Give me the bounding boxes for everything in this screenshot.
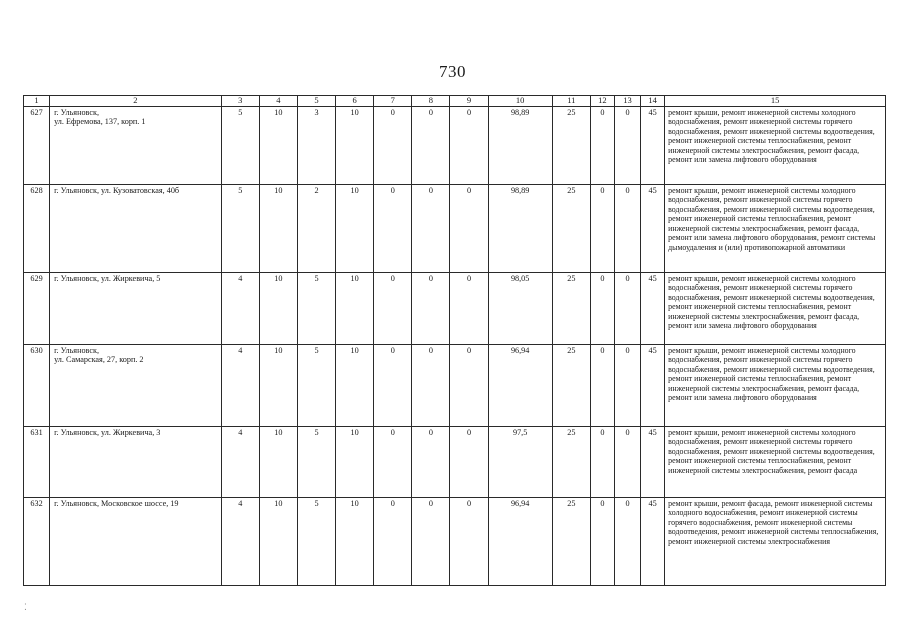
value-cell-c5: 5 xyxy=(297,272,335,344)
works-cell: ремонт крыши, ремонт инженерной системы холодного водоснабжения, ремонт инженерной системы горячего водоснабжения, ремонт инженерной системы водоотведения, ремонт инженерной системы теплоснабжения, ремонт инженерной системы электроснабжения, ремонт фасада, ремонт или замена лифтового оборудования xyxy=(665,272,886,344)
value-cell-c7: 0 xyxy=(374,272,412,344)
value-cell-c7: 0 xyxy=(374,426,412,497)
value-cell-c8: 0 xyxy=(412,106,450,184)
value-cell-c5: 5 xyxy=(297,426,335,497)
header-cell: 15 xyxy=(665,96,886,107)
value-cell-c10: 96,94 xyxy=(488,497,552,585)
address-line: ул. Самарская, 27, корп. 2 xyxy=(54,355,144,365)
address-cell xyxy=(50,497,222,585)
value-cell-c3: 4 xyxy=(221,497,259,585)
value-cell-c6: 10 xyxy=(336,184,374,272)
header-row xyxy=(24,96,886,107)
row-number-cell: 631 xyxy=(24,426,50,497)
value-cell-c12: 0 xyxy=(590,272,614,344)
repair-schedule-table xyxy=(23,95,886,586)
header-cell: 1 xyxy=(24,96,50,107)
value-cell-c11: 25 xyxy=(552,106,590,184)
value-cell-c12: 0 xyxy=(590,426,614,497)
row-number-cell: 627 xyxy=(24,106,50,184)
works-cell: ремонт крыши, ремонт инженерной системы холодного водоснабжения, ремонт инженерной системы горячего водоснабжения, ремонт инженерной системы водоотведения, ремонт инженерной системы теплоснабжения, ремонт инженерной системы электроснабжения, ремонт фасада, ремонт или замена лифтового оборудования, ремонт системы дымоудаления и (или) противопожарной автоматики xyxy=(665,184,886,272)
value-cell-c7: 0 xyxy=(374,106,412,184)
value-cell-c4: 10 xyxy=(259,344,297,426)
value-cell-c7: 0 xyxy=(374,344,412,426)
value-cell-c7: 0 xyxy=(374,184,412,272)
value-cell-c3: 5 xyxy=(221,106,259,184)
header-cell: 5 xyxy=(297,96,335,107)
header-cell: 8 xyxy=(412,96,450,107)
value-cell-c9: 0 xyxy=(450,426,488,497)
value-cell-c9: 0 xyxy=(450,184,488,272)
value-cell-c13: 0 xyxy=(614,272,640,344)
header-cell: 3 xyxy=(221,96,259,107)
value-cell-c8: 0 xyxy=(412,426,450,497)
address-cell xyxy=(50,426,222,497)
value-cell-c4: 10 xyxy=(259,106,297,184)
value-cell-c11: 25 xyxy=(552,184,590,272)
value-cell-c8: 0 xyxy=(412,272,450,344)
table-row xyxy=(24,184,886,272)
address-line: г. Ульяновск, xyxy=(54,345,100,355)
header-cell: 9 xyxy=(450,96,488,107)
page-number: 730 xyxy=(439,62,466,81)
row-number-cell: 628 xyxy=(24,184,50,272)
table-row xyxy=(24,497,886,585)
value-cell-c10: 98,89 xyxy=(488,106,552,184)
address-line: г. Ульяновск, Московское шоссе, 19 xyxy=(54,498,179,508)
value-cell-c13: 0 xyxy=(614,106,640,184)
value-cell-c5: 2 xyxy=(297,184,335,272)
header-cell: 14 xyxy=(641,96,665,107)
value-cell-c6: 10 xyxy=(336,344,374,426)
header-cell: 7 xyxy=(374,96,412,107)
address-cell xyxy=(50,344,222,426)
address-line: г. Ульяновск, ул. Жиркевича, 3 xyxy=(54,427,161,437)
value-cell-c9: 0 xyxy=(450,344,488,426)
header-cell: 6 xyxy=(336,96,374,107)
value-cell-c4: 10 xyxy=(259,426,297,497)
value-cell-c13: 0 xyxy=(614,344,640,426)
value-cell-c9: 0 xyxy=(450,497,488,585)
value-cell-c9: 0 xyxy=(450,272,488,344)
header-cell: 4 xyxy=(259,96,297,107)
value-cell-c3: 4 xyxy=(221,272,259,344)
value-cell-c6: 10 xyxy=(336,426,374,497)
works-cell: ремонт крыши, ремонт инженерной системы холодного водоснабжения, ремонт инженерной системы горячего водоснабжения, ремонт инженерной системы водоотведения, ремонт инженерной системы теплоснабжения, ремонт инженерной системы электроснабжения, ремонт фасада, ремонт или замена лифтового оборудования xyxy=(665,344,886,426)
value-cell-c10: 98,05 xyxy=(488,272,552,344)
value-cell-c5: 5 xyxy=(297,497,335,585)
value-cell-c11: 25 xyxy=(552,344,590,426)
address-line: г. Ульяновск, xyxy=(54,107,100,117)
header-cell: 11 xyxy=(552,96,590,107)
address-cell xyxy=(50,106,222,184)
value-cell-c11: 25 xyxy=(552,272,590,344)
value-cell-c5: 5 xyxy=(297,344,335,426)
value-cell-c7: 0 xyxy=(374,497,412,585)
value-cell-c13: 0 xyxy=(614,426,640,497)
table-row xyxy=(24,106,886,184)
header-cell: 10 xyxy=(488,96,552,107)
header-cell: 13 xyxy=(614,96,640,107)
value-cell-c12: 0 xyxy=(590,497,614,585)
scan-speck: ⁚ xyxy=(24,602,27,612)
value-cell-c10: 98,89 xyxy=(488,184,552,272)
address-line: г. Ульяновск, ул. Кузоватовская, 40б xyxy=(54,185,180,195)
value-cell-c14: 45 xyxy=(641,272,665,344)
address-line: ул. Ефремова, 137, корп. 1 xyxy=(54,117,146,127)
value-cell-c8: 0 xyxy=(412,497,450,585)
row-number-cell: 632 xyxy=(24,497,50,585)
value-cell-c12: 0 xyxy=(590,184,614,272)
address-line: г. Ульяновск, ул. Жиркевича, 5 xyxy=(54,273,161,283)
value-cell-c10: 97,5 xyxy=(488,426,552,497)
value-cell-c13: 0 xyxy=(614,184,640,272)
value-cell-c14: 45 xyxy=(641,426,665,497)
table-row xyxy=(24,426,886,497)
header-cell: 2 xyxy=(50,96,222,107)
value-cell-c14: 45 xyxy=(641,497,665,585)
value-cell-c10: 96,94 xyxy=(488,344,552,426)
value-cell-c14: 45 xyxy=(641,184,665,272)
value-cell-c6: 10 xyxy=(336,497,374,585)
value-cell-c6: 10 xyxy=(336,272,374,344)
header-cell: 12 xyxy=(590,96,614,107)
value-cell-c14: 45 xyxy=(641,106,665,184)
value-cell-c11: 25 xyxy=(552,426,590,497)
value-cell-c8: 0 xyxy=(412,344,450,426)
table-row xyxy=(24,344,886,426)
row-number-cell: 629 xyxy=(24,272,50,344)
works-cell: ремонт крыши, ремонт инженерной системы холодного водоснабжения, ремонт инженерной системы горячего водоснабжения, ремонт инженерной системы водоотведения, ремонт инженерной системы теплоснабжения, ремонт инженерной системы электроснабжения, ремонт фасада xyxy=(665,426,886,497)
address-cell xyxy=(50,272,222,344)
address-cell xyxy=(50,184,222,272)
row-number-cell: 630 xyxy=(24,344,50,426)
value-cell-c3: 4 xyxy=(221,344,259,426)
works-cell: ремонт крыши, ремонт инженерной системы холодного водоснабжения, ремонт инженерной системы горячего водоснабжения, ремонт инженерной системы водоотведения, ремонт инженерной системы теплоснабжения, ремонт инженерной системы электроснабжения, ремонт фасада, ремонт или замена лифтового оборудования xyxy=(665,106,886,184)
value-cell-c9: 0 xyxy=(450,106,488,184)
value-cell-c14: 45 xyxy=(641,344,665,426)
value-cell-c3: 5 xyxy=(221,184,259,272)
works-cell: ремонт крыши, ремонт фасада, ремонт инженерной системы холодного водоснабжения, ремонт инженерной системы горячего водоснабжения, ремонт инженерной системы водоотведения, ремонт инженерной системы теплоснабжения, ремонт инженерной системы электроснабжения xyxy=(665,497,886,585)
value-cell-c6: 10 xyxy=(336,106,374,184)
value-cell-c11: 25 xyxy=(552,497,590,585)
value-cell-c4: 10 xyxy=(259,497,297,585)
value-cell-c8: 0 xyxy=(412,184,450,272)
value-cell-c4: 10 xyxy=(259,184,297,272)
value-cell-c4: 10 xyxy=(259,272,297,344)
value-cell-c12: 0 xyxy=(590,106,614,184)
table-row xyxy=(24,272,886,344)
value-cell-c12: 0 xyxy=(590,344,614,426)
value-cell-c5: 3 xyxy=(297,106,335,184)
value-cell-c3: 4 xyxy=(221,426,259,497)
value-cell-c13: 0 xyxy=(614,497,640,585)
